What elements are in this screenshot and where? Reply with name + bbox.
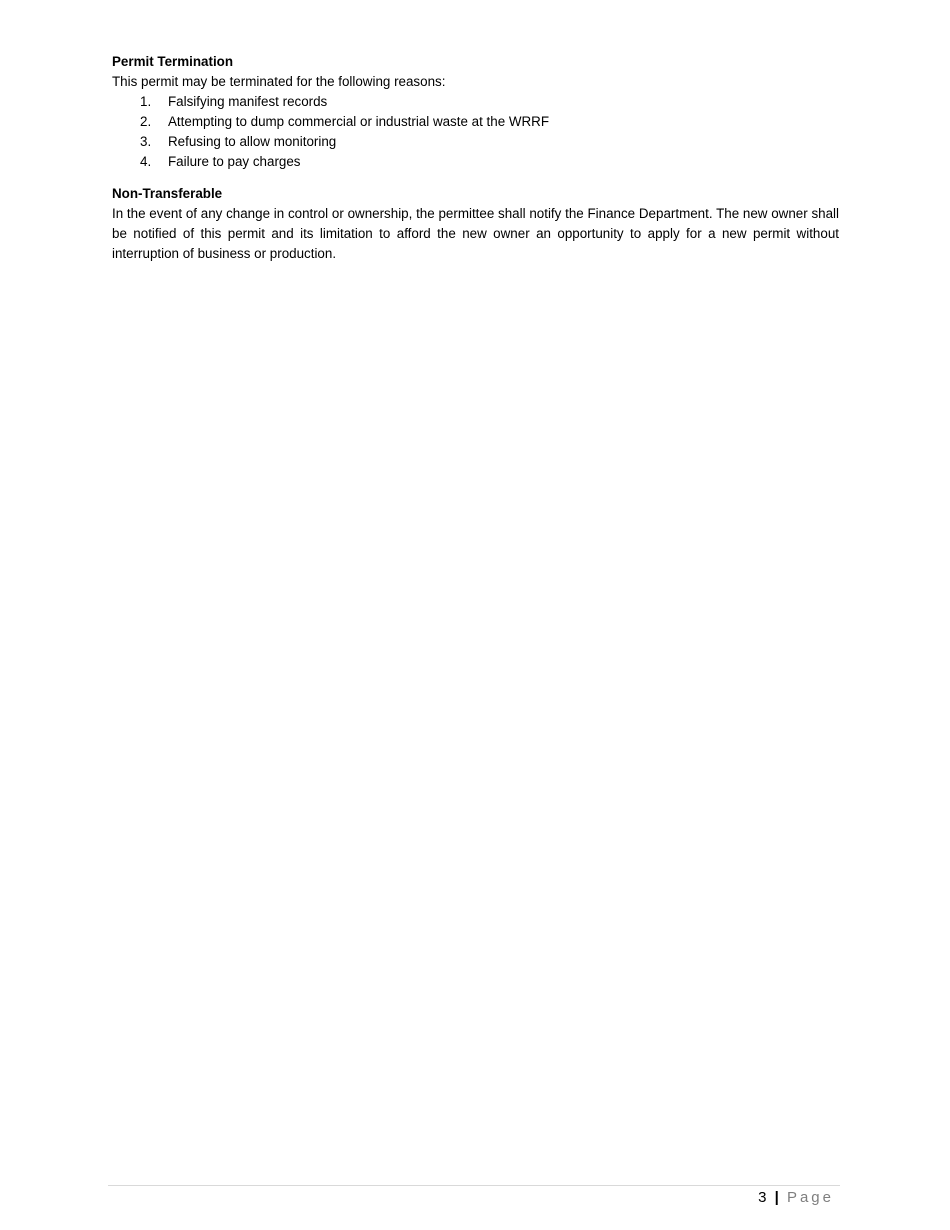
section-intro: This permit may be terminated for the following reasons: [112,74,446,89]
section-permit-termination [112,52,839,172]
section-spacer [112,172,839,184]
section-body: In the event of any change in control or ownership, the permittee shall notify the Finance Department. The new owner shall be notified of this permit and its limitation to afford the new owner an opportunity to apply for a new permit without interruption of business or production. [112,206,839,261]
page-content [112,52,839,264]
list-item [112,112,839,132]
list-item-text: Attempting to dump commercial or industrial waste at the WRRF [168,114,550,129]
list-item [112,152,839,172]
section-heading: Non-Transferable [112,186,223,201]
section-non-transferable [112,184,839,264]
list-item [112,132,839,152]
list-item-text: Failure to pay charges [168,154,301,169]
list-item-number: 2. [140,114,152,129]
list-item-number: 1. [140,94,152,109]
footer-separator: | [774,1189,779,1206]
page-label: Page [786,1189,834,1206]
list-item-text: Refusing to allow monitoring [168,134,337,149]
page-number: 3 [758,1189,767,1206]
list-item [112,92,839,112]
list-item-number: 4. [140,154,152,169]
list-item-number: 3. [140,134,152,149]
footer-divider [108,1185,840,1186]
section-heading: Permit Termination [112,54,234,69]
page-footer [758,1187,834,1209]
termination-reasons-list [112,92,839,172]
list-item-text: Falsifying manifest records [168,94,328,109]
